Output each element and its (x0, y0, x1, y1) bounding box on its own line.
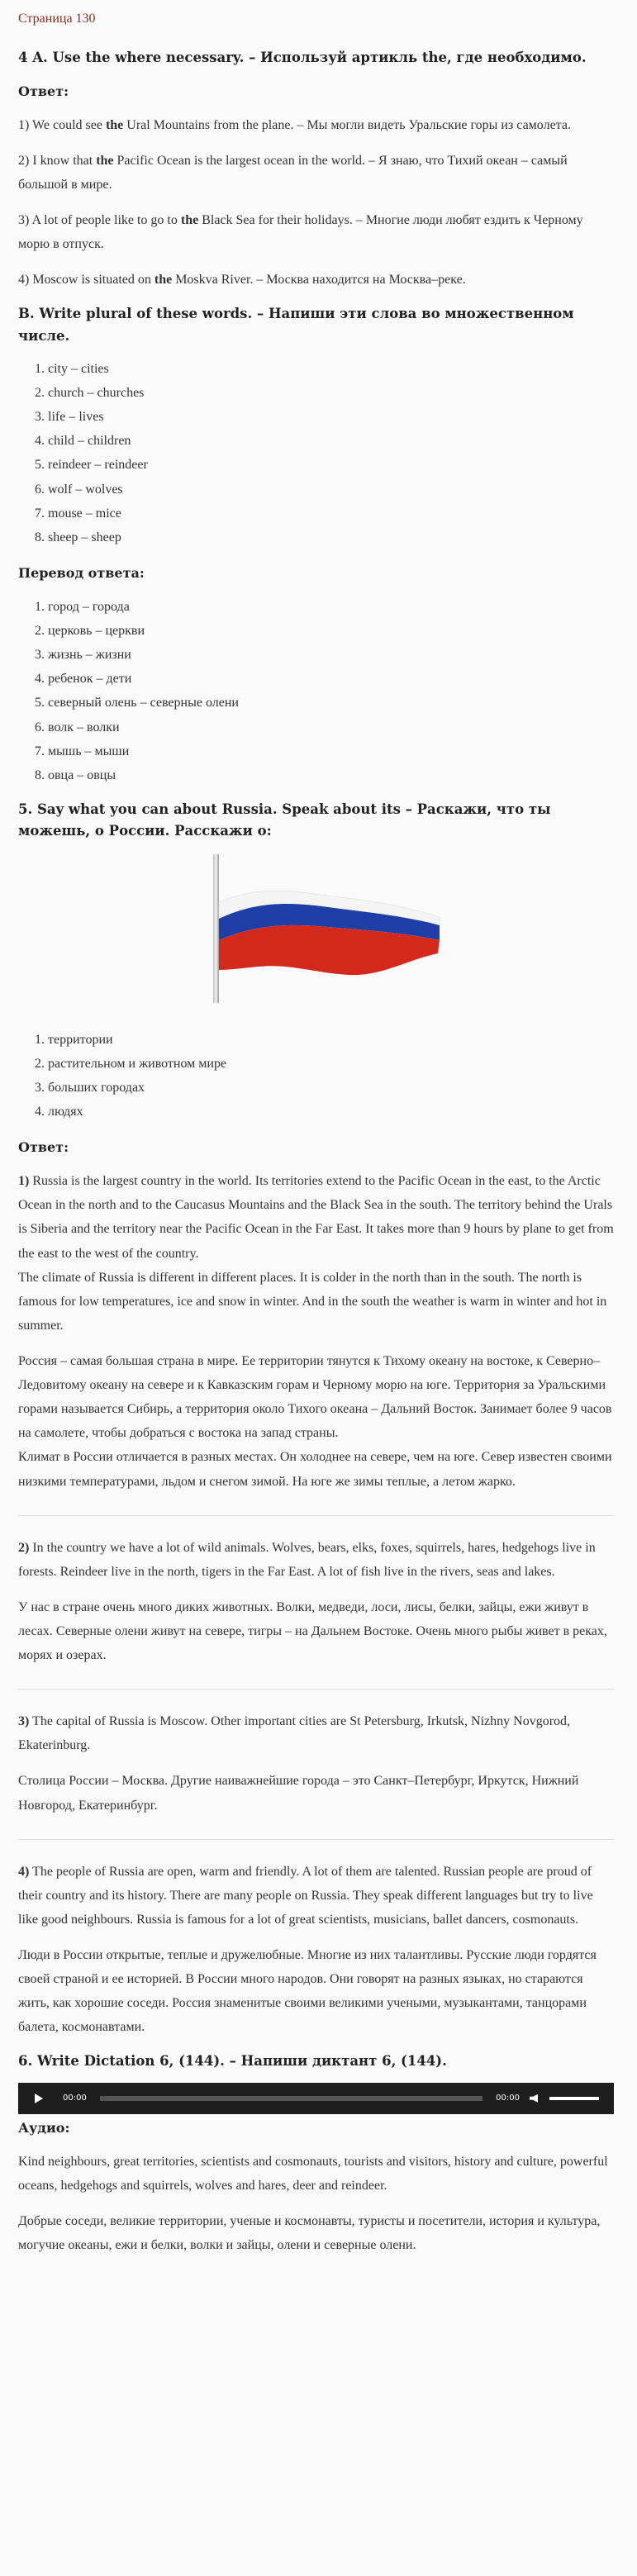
flag-pole (213, 854, 219, 1003)
list-item: 5. reindeer – reindeer (48, 453, 614, 477)
answer2-russian: У нас в стране очень много диких животных. Волки, медведи, лоси, лисы, белки, зайцы, ежи живут в лесах. Северные олени живут на севере, тигры – на Дальнем Востоке. Очень много рыбы живет в реках, морях и озерах. (18, 1599, 607, 1663)
total-time: 00:00 (496, 2093, 520, 2103)
answer-text: The capital of Russia is Moscow. Other important cities are St Petersburg, Irkutsk, Nizhny Novgorod, Ekaterinburg. (18, 1714, 571, 1753)
item-number: 4) (18, 273, 33, 288)
item-text: I know that (32, 153, 97, 168)
item-text: Ural Mountains from the plane. – Мы могли видеть Уральские горы из самолета. (123, 117, 571, 132)
seek-bar[interactable] (100, 2096, 483, 2101)
answer3-russian: Столица России – Москва. Другие наиважнейшие города – это Санкт–Петербург, Иркутск, Нижний Новгород, Екатеринбург. (18, 1774, 579, 1813)
item-text: Moskva River. – Москва находится на Москва–реке. (172, 273, 466, 288)
answer-number: 3) (18, 1714, 30, 1729)
task4-item-4 (18, 268, 614, 292)
task5-answer-label: Ответ: (18, 1139, 69, 1156)
volume-icon[interactable] (530, 2094, 538, 2103)
list-item: 8. овца – овцы (48, 763, 614, 787)
item-text: A lot of people like to go to (31, 212, 181, 227)
play-icon[interactable] (35, 2094, 43, 2103)
answer-text: Russia is the largest country in the world. Its territories extend to the Pacific Ocean in the east, to the Arctic Ocean in the north and to the Caucasus Mountains and the Black Sea in the south. The territory behind the Urals is Siberia and the territory near the Pacific Ocean in the Far East. It takes more than 9 hours by plane to get from the east to the west of the country. (18, 1174, 614, 1261)
list-item: 3. больших городах (48, 1076, 614, 1100)
article-word: the (105, 117, 124, 132)
translation-label: Перевод ответа: (18, 564, 145, 581)
list-item: 6. wolf – wolves (48, 478, 614, 501)
answer2-english (18, 1536, 614, 1584)
answer-text: The climate of Russia is different in different places. It is colder in the north than in the south. The north is famous for low temperatures, ice and snow in winter. And in the south the weather is warm in winter and hot in summer. (18, 1270, 607, 1333)
answer-text: The people of Russia are open, warm and friendly. A lot of them are talented. Russian people are proud of their country and its history. There are many people on Russia. They speak different languages but try to live like good neighbours. Russia is famous for a lot of great scientists, musicians, ballet dancers, cosmonauts. (18, 1864, 593, 1927)
answer-number: 1) (18, 1174, 30, 1189)
list-item: 2. church – churches (48, 381, 614, 405)
item-number: 3) (18, 212, 32, 227)
item-text: Black Sea for their holidays. – Многие люди любят ездить к Черному морю в отпуск. (18, 212, 583, 252)
answer-number: 4) (18, 1864, 30, 1879)
list-item: 4. child – children (48, 429, 614, 453)
answer3-english (18, 1709, 614, 1757)
task5-title: 5. Say what you can about Russia. Speak about its – Раскажи, что ты можешь, о России. Расскажи о: (18, 801, 551, 839)
list-item: 6. волк – волки (48, 715, 614, 739)
task4-item-1 (18, 113, 614, 137)
task6-title: 6. Write Dictation 6, (144). – Напиши диктант 6, (144). (18, 2053, 447, 2070)
list-item: 1. город – города (48, 595, 614, 619)
dictation-english: Kind neighbours, great territories, scientists and cosmonauts, tourists and visitors, history and culture, powerful oceans, hedgehogs and squirrels, wolves and hares, deer and reindeer. (18, 2154, 608, 2193)
current-time: 00:00 (63, 2093, 87, 2103)
list-item: 7. mouse – mice (48, 501, 614, 525)
list-item: 2. растительном и животном мире (48, 1052, 614, 1076)
item-text: Pacific Ocean is the largest ocean in the world. – Я знаю, что Тихий океан – самый большой в мире. (18, 153, 568, 192)
item-number: 2) (18, 153, 33, 168)
translation-list (18, 595, 614, 787)
list-item: 5. северный олень – северные олени (48, 691, 614, 715)
list-item: 4. ребенок – дети (48, 667, 614, 691)
list-item: 3. жизнь – жизни (48, 643, 614, 667)
item-number: 1) (18, 117, 33, 132)
answer1-russian (18, 1349, 614, 1494)
audio-label: Аудио: (18, 2119, 70, 2136)
taskB-title: B. Write plural of these words. – Напиши эти слова во множественном числе. (18, 306, 574, 344)
item-text: We could see (32, 117, 106, 132)
list-item: 8. sheep – sheep (48, 525, 614, 549)
topics-list (18, 1028, 614, 1124)
item-text: Moscow is situated on (32, 273, 154, 288)
divider (18, 1839, 614, 1840)
list-item: 3. life – lives (48, 405, 614, 429)
list-item: 7. мышь – мыши (48, 739, 614, 763)
page-label: Страница 130 (18, 12, 96, 26)
volume-slider[interactable] (549, 2097, 599, 2100)
answer-text: In the country we have a lot of wild animals. Wolves, bears, elks, foxes, squirrels, hares, hedgehogs live in forests. Reindeer live in the north, tigers in the Far East. A lot of fish live in the rivers, seas and lakes. (18, 1540, 596, 1579)
list-item: 1. территории (48, 1028, 614, 1052)
divider (18, 1515, 614, 1516)
audio-player (18, 2083, 614, 2114)
russian-flag-image (192, 853, 464, 1018)
answer-text: Россия – самая большая страна в мире. Ее территории тянутся к Тихому океану на востоке, к Северно–Ледовитому океану на севере и к Кавказским горам и Черному морю на юге. Территория за Уральскими горами называется Сибирь, а территория около Тихого океана – Дальний Восток. Занимает более 9 часов на самолете, чтобы добраться с востока на запад страны. (18, 1354, 612, 1441)
task4-answer-label: Ответ: (18, 83, 69, 99)
dictation-russian: Добрые соседи, великие территории, ученые и космонавты, туристы и посетители, история и культура, могучие океаны, ежи и белки, волки и зайцы, олени и северные олени. (18, 2214, 601, 2253)
list-item: 2. церковь – церкви (48, 619, 614, 643)
answer-text: Климат в России отличается в разных местах. Он холоднее на севере, чем на юге. Север известен своими низкими температурами, льдом и снегом зимой. На юге же зимы теплые, а летом жарко. (18, 1450, 612, 1489)
answer-number: 2) (18, 1540, 30, 1555)
list-item: 1. city – cities (48, 357, 614, 381)
answer4-english (18, 1860, 614, 1932)
task4-title: 4 A. Use the where necessary. – Используй артикль the, где необходимо. (18, 50, 587, 66)
answer1-english (18, 1169, 614, 1338)
task4-item-2 (18, 149, 614, 197)
article-word: the (154, 273, 173, 288)
plural-list (18, 357, 614, 549)
article-word: the (96, 153, 114, 168)
answer4-russian: Люди в России открытые, теплые и дружелюбные. Многие из них талантливы. Русские люди гордятся своей страной и ее историей. В России много народов. Они говорят на разных языках, но стараются жить, как хорошие соседи. Россия знаменитые своими великими учеными, музыкантами, танцорами балета, космонавтами. (18, 1947, 597, 2035)
list-item: 4. людях (48, 1100, 614, 1124)
article-word: the (180, 212, 199, 227)
divider (18, 1689, 614, 1690)
task4-item-3 (18, 208, 614, 256)
